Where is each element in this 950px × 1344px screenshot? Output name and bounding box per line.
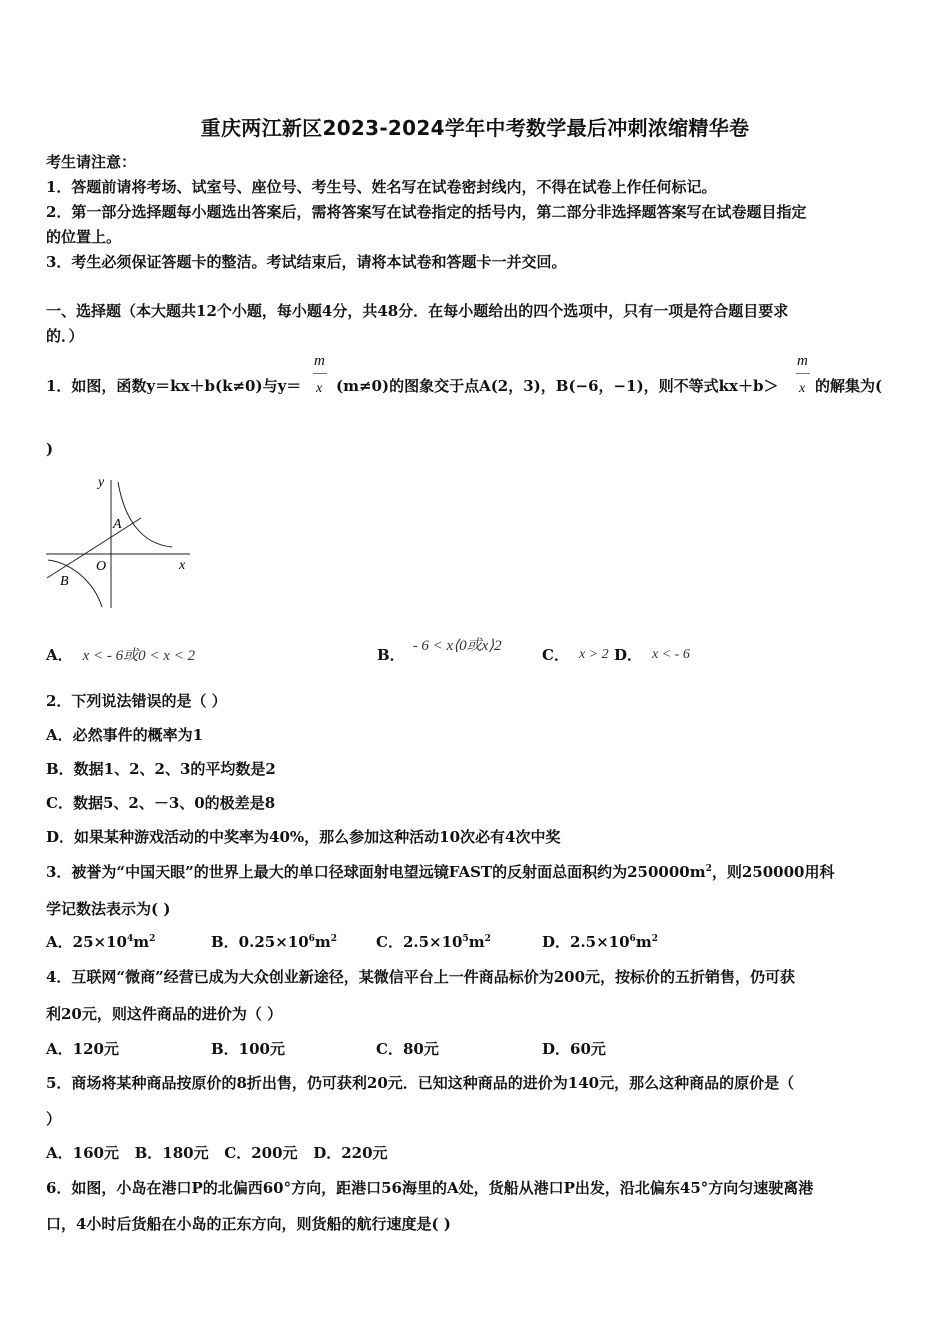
- q1-stem-part-a: 1．如图，函数y＝kx＋b(k≠0)与y＝: [46, 377, 302, 395]
- q5-stem-line2: ）: [46, 1110, 62, 1128]
- q3-option-d: [542, 932, 658, 952]
- q1-option-a-math: x < - 6或0 < x < 2: [82, 648, 196, 664]
- q3-stem-superscript: 2: [705, 864, 712, 874]
- q1-option-b-math: - 6 < x⟨0或x⟩2: [412, 638, 502, 654]
- q2-stem: 2．下列说法错误的是（ ）: [46, 692, 227, 710]
- q6-stem-line1: 6．如图，小岛在港口P的北偏西60°方向，距港口56海里的A处，货船从港口P出发，沿北偏东45°方向匀速驶离港: [46, 1179, 814, 1197]
- graph-point-a-label: A: [113, 517, 122, 532]
- q3-option-c-exp: 5: [462, 934, 469, 944]
- q1-option-c: [542, 645, 609, 667]
- q3-option-c-unit: m: [468, 933, 485, 951]
- q2-option-a: A．必然事件的概率为1: [46, 726, 204, 744]
- q3-option-a-label: A．25×10: [46, 933, 127, 951]
- q1-frac1-bar: [313, 373, 327, 374]
- q1-frac1-numerator: m: [314, 353, 325, 369]
- q4-option-a: A．120元: [46, 1040, 119, 1058]
- q1-option-c-math: x > 2: [578, 647, 609, 662]
- q3-option-a-unit-exp: 2: [149, 934, 156, 944]
- q1-frac2-numerator: m: [797, 353, 808, 369]
- q4-option-b: B．100元: [211, 1040, 285, 1058]
- notice-item-2-cont: 的位置上。: [46, 228, 122, 246]
- q1-stem-part-b: (m≠0)的图象交于点A(2，3)，B(−6，−1)，则不等式kx＋b＞: [336, 377, 779, 395]
- q3-option-c-unit-exp: 2: [484, 934, 491, 944]
- q1-option-b: [377, 638, 502, 666]
- q1-frac1-denominator: x: [316, 381, 323, 396]
- q1-option-c-label: C．: [542, 646, 569, 664]
- q4-option-c: C．80元: [376, 1040, 439, 1058]
- q1-option-a-label: A．: [46, 646, 73, 664]
- q1-option-d-math: x < - 6: [652, 647, 690, 662]
- q4-option-d: D．60元: [542, 1040, 606, 1058]
- q3-stem-text-a: 3．被誉为“中国天眼”的世界上最大的单口径球面射电望远镜FAST的反射面总面积约为250000m: [46, 863, 706, 881]
- q1-option-d: [614, 645, 690, 667]
- q5-stem-line1: 5．商场将某种商品按原价的8折出售，仍可获利20元．已知这种商品的进价为140元，那么这种商品的原价是（: [46, 1074, 795, 1092]
- q3-option-b-label: B．0.25×10: [211, 933, 309, 951]
- graph-point-b-label: B: [60, 574, 69, 589]
- graph-y-label: y: [98, 475, 105, 490]
- q6-stem-line2: 口，4小时后货船在小岛的正东方向，则货船的航行速度是( ): [46, 1215, 451, 1233]
- graph-x-label: x: [179, 558, 186, 573]
- graph-hyperbola-branch-1: [118, 482, 172, 547]
- q3-option-d-unit-exp: 2: [651, 934, 658, 944]
- q1-frac2-bar: [796, 373, 810, 374]
- page-title: 重庆两江新区2023-2024学年中考数学最后冲刺浓缩精华卷: [200, 116, 750, 140]
- notice-item-2: 2．第一部分选择题每小题选出答案后，需将答案写在试卷指定的括号内，第二部分非选择题答案写在试卷题目指定: [46, 203, 807, 221]
- notice-heading: 考生请注意：: [46, 153, 137, 171]
- q3-stem-line2: 学记数法表示为( ): [46, 900, 171, 918]
- section-heading-line1: 一、选择题（本大题共12个小题，每小题4分，共48分．在每小题给出的四个选项中，只有一项是符合题目要求: [46, 302, 789, 320]
- q1-function-graph: [44, 472, 194, 614]
- q2-option-d: D．如果某种游戏活动的中奖率为40%，那么参加这种活动10次必有4次中奖: [46, 828, 561, 846]
- q2-option-b: B．数据1、2、2、3的平均数是2: [46, 760, 276, 778]
- graph-line-kx-b: [47, 518, 141, 578]
- q3-option-a-exp: 4: [126, 934, 134, 944]
- q3-option-d-unit: m: [635, 933, 652, 951]
- notice-item-3: 3．考生必须保证答题卡的整洁。考试结束后，请将本试卷和答题卡一并交回。: [46, 253, 567, 271]
- q4-stem-line1: 4．互联网“微商”经营已成为大众创业新途径，某微信平台上一件商品标价为200元，按标价的五折销售，仍可获: [46, 968, 796, 986]
- q3-option-b-unit-exp: 2: [330, 934, 338, 944]
- q3-stem-line1: [46, 862, 834, 882]
- q3-option-b-exp: 6: [308, 934, 315, 944]
- q4-stem-line2: 利20元，则这件商品的进价为（ ）: [46, 1005, 283, 1023]
- q3-option-a: [46, 932, 155, 952]
- q3-option-d-label: D．2.5×10: [542, 933, 630, 951]
- q1-option-d-label: D．: [614, 646, 643, 664]
- q5-options: A．160元 B．180元 C．200元 D．220元: [46, 1144, 388, 1162]
- q1-option-a: [46, 645, 195, 666]
- q1-option-b-label: B．: [377, 646, 405, 664]
- q3-option-c-label: C．2.5×10: [376, 933, 463, 951]
- graph-origin-label: O: [96, 559, 107, 574]
- q3-option-b: [211, 932, 337, 952]
- q3-option-d-exp: 6: [629, 934, 636, 944]
- q1-frac2-denominator: x: [799, 381, 806, 396]
- q2-option-c: C．数据5、2、－3、0的极差是8: [46, 794, 276, 812]
- q3-option-c: [376, 932, 491, 952]
- q3-stem-text-b: ，则250000用科: [711, 863, 835, 881]
- notice-item-1: 1．答题前请将考场、试室号、座位号、考生号、姓名写在试卷密封线内，不得在试卷上作任何标记。: [46, 178, 717, 196]
- section-heading-line2: 的．）: [46, 327, 84, 345]
- q1-stem-part-c: 的解集为(: [815, 377, 883, 395]
- q3-option-a-unit: m: [133, 933, 150, 951]
- q3-option-b-unit: m: [314, 933, 331, 951]
- q1-stem-close: ): [46, 440, 54, 458]
- graph-hyperbola-branch-2: [48, 560, 102, 607]
